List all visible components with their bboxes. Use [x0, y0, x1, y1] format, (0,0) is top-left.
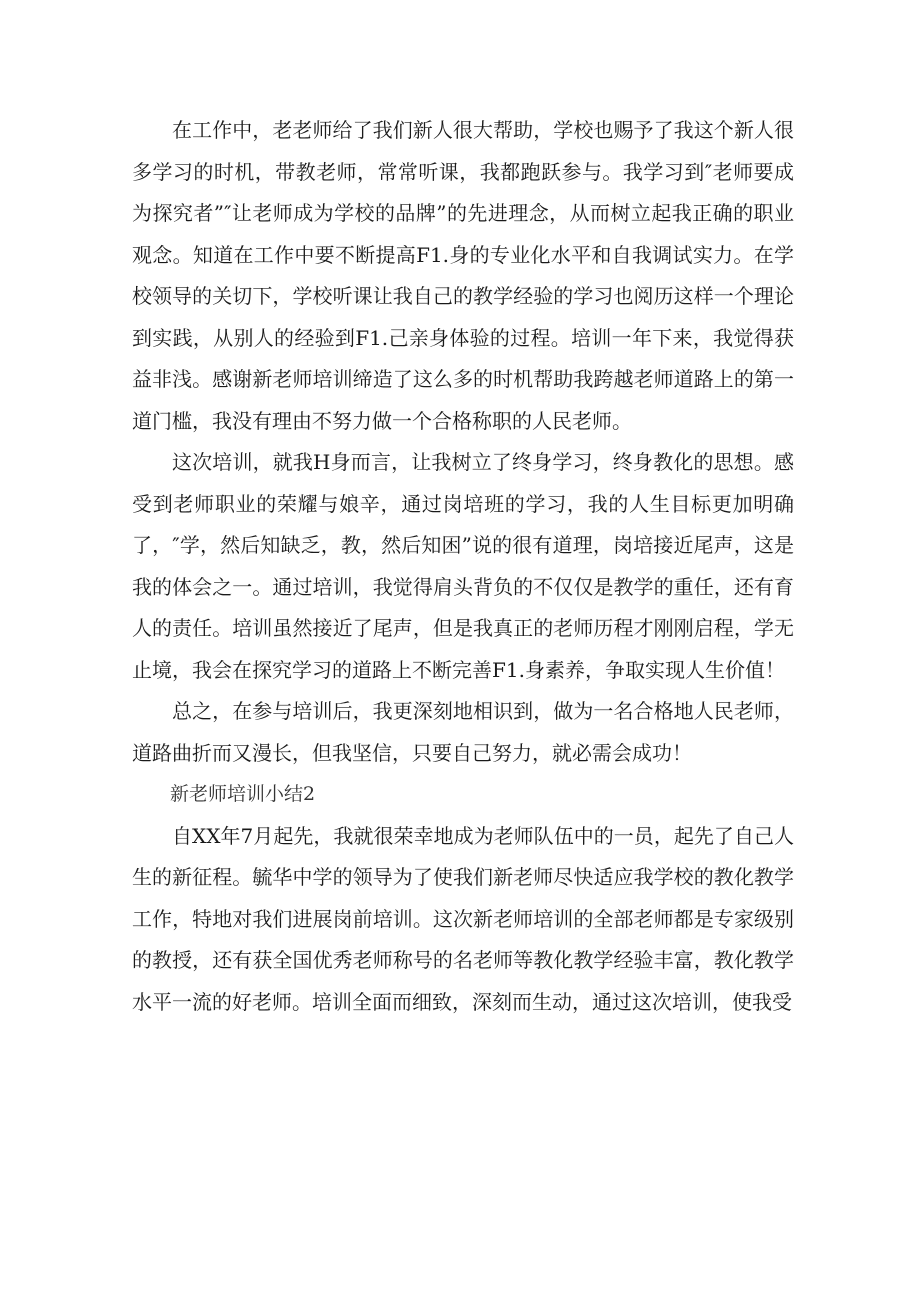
paragraph-2: 这次培训，就我H身而言，让我树立了终身学习，终身教化的思想。感受到老师职业的荣耀与娘辛，通过岗培班的学习，我的人生目标更加明确了，″学，然后知缺乏，教，然后知困”说的很有道理，岗培接近尾声，这是我的体会之一。通过培训，我觉得肩头背负的不仅仅是教学的重任，还有育人的责任。培训虽然接近了尾声，但是我真正的老师历程才刚刚启程，学无止境，我会在探究学习的道路上不断完善F1.身素养，争取实现人生价值！: [132, 450, 794, 682]
paragraph-3: 总之，在参与培训后，我更深刻地相识到，做为一名合格地人民老师，道路曲折而又漫长，但我坚信，只要自己努力，就必需会成功！: [132, 699, 794, 765]
paragraph-1: 在工作中，老老师给了我们新人很大帮助，学校也赐予了我这个新人很多学习的时机，带教老师，常常听课，我都跑跃参与。我学习到″老师要成为探究者”″让老师成为学校的品牌”的先进理念，从而树立起我正确的职业观念。知道在工作中要不断提高F1.身的专业化水平和自我调试实力。在学校领导的关切下，学校听课让我自己的教学经验的学习也阅历这样一个理论到实践，从别人的经验到F1.己亲身体验的过程。培训一年下来，我觉得获益非浅。感谢新老师培训缔造了这么多的时机帮助我跨越老师道路上的第一道门槛，我没有理由不努力做一个合格称职的人民老师。: [132, 118, 794, 433]
section-title: 新老师培训小结2: [170, 783, 316, 805]
document-body: [132, 110, 794, 1023]
paragraph-4: 自XX年7月起先，我就很荣幸地成为老师队伍中的一员，起先了自己人生的新征程。毓华中学的领导为了使我们新老师尽快适应我学校的教化教学工作，特地对我们进展岗前培训。这次新老师培训的全部老师都是专家级别的教授，还有获全国优秀老师称号的名老师等教化教学经验丰富，教化教学水平一流的好老师。培训全面而细致，深刻而生动，通过这次培训，使我受: [132, 823, 794, 1014]
